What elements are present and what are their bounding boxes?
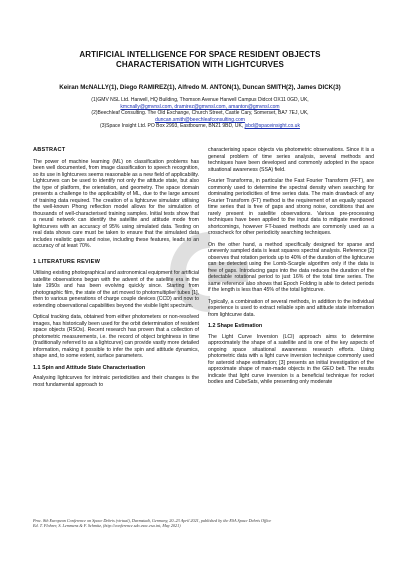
affiliation-1-text: (1)GMV NSL Ltd. Harwell, HQ Building, Thomson Avenue Harwell Campus Didcot OX11 0GD, UK, [91, 97, 309, 103]
affiliation-3 [40, 123, 360, 130]
right-paragraph-1: characterising space objects via photometric observations. Since it is a general problem of time series analysis, several methods and techniques have been developed and commonly adopted in the space situational awareness (SSA) field. [208, 147, 374, 173]
section-1-1-paragraph-1: Analysing lightcurves for intrinsic periodicities and their changes is the most fundamental approach to [33, 375, 199, 388]
section-1-paragraph-2: Optical tracking data, obtained from either photometers or non-resolved images, has historically been used for the orbit determination of resident space objects (RSOs). Recent research has proven that a collection of photometric measurements, i.e. the record of object brightness in time (traditionally referred to as a lightcurve) can provide vastly more detailed information, making it possible to infer the spin and attitude dynamics, shape and, to some extent, surface parameters. [33, 314, 199, 359]
title-line-1: ARTIFICIAL INTELLIGENCE FOR SPACE RESIDENT OBJECTS [79, 50, 321, 59]
right-paragraph-4: Typically, a combination of several methods, in addition to the individual experience is used to extract reliable spin and attitude state information from lightcurve data. [208, 298, 374, 318]
affiliation-3-text: (3)Space Insight Ltd. PO Box 2993, Eastbourne, BN21 9BD, UK, [100, 123, 244, 130]
footer-line-2: Ed. T. Flohrer, S. Lemmens & F. Schmitz, (http://conference.sdo.esoc.esa.int, May 2021) [33, 523, 181, 529]
abstract-heading: ABSTRACT [33, 147, 66, 153]
abstract-text: The power of machine learning (ML) on classification problems has been well documented, from image classification to speech recognition, so its use in lightcurves seems reasonable as a new field of applicability. Lightcurves can be used to identify not only the attitude state, but also the type of platform, the orientation, and geometry. The space domain presents a challenge to the applicability of ML, due to the large amount of training data required. The creation of a lightcurve simulator utilising the well-known Phong reflection model allows for the simulation of thousands of well-characterised training samples. Initial tests show that a neural network can identify the satellite and attitude mode from lightcurves with an accuracy of 95% using simulated data. Testing on real data shows care must be taken to ensure that the simulated data includes realistic gaps and noise, including these features, leads to an accuracy of at least 70%. [33, 158, 199, 249]
affiliation-2-text: (2)Beechleaf Consulting. The Old Exchange, Church Street, Castle Cary, Somerset, BA7 7EJ, UK, [91, 110, 309, 117]
page-footer [33, 518, 373, 529]
affiliation-1 [40, 97, 360, 110]
affiliation-3-email[interactable]: jsbd@spaceinsight.co.uk [244, 123, 300, 130]
paper-title [40, 50, 360, 70]
right-paragraph-5: The Light Curve Inversion (LCI) approach aims to determine approximately the shape of a satellite and is one of the key aspects of ongoing space situational awareness research efforts. Using photometric data with a light curve inversion technique commonly used for asteroid shape estimation; [3] presents an initial investigation of the approximate shape of man-made objects in the GEO belt. The results indicate that light curve inversion is a beneficial technique for rocket bodies and CubeSats, while presenting only moderate [208, 333, 374, 385]
section-1-2-heading: 1.2 Shape Estimation [208, 323, 263, 329]
right-column [208, 147, 374, 391]
section-1-1-heading: 1.1 Spin and Attitude State Characterisation [33, 364, 146, 371]
right-paragraph-3: On the other hand, a method specifically designed for sparse and unevenly sampled data is least squares spectral analysis. Reference [2] observes that rotation periods up to 40% of the duration of the lightcurve can be detected using the Lomb-Scargle algorithm only if the data is free of gaps. Introducing gaps into the data reduces the duration of the detectable rotational period to just 16% of the total time series. The same reference also shows that Epoch Folding is able to detect periods if the length is less than 45% of the total lightcurve. [208, 241, 374, 293]
author-list: Keiran McNALLY(1), Diego RAMIREZ(1), Alfredo M. ANTON(1), Duncan SMITH(2), James DICK(3) [59, 84, 341, 91]
affiliations [40, 97, 360, 130]
section-1-paragraph-1: Utilising existing photographical and astronomical equipment for artificial satellite observations began with the advent of the satellite era in the late 1950s and has been evolving quickly since. Starting from photographic film, the state of the art moved to photomultiplier tubes [1], then to various generations of charge couple devices (CCD) and now to extending observational capabilities beyond the visible light spectrum. [33, 270, 199, 309]
affiliation-1-emails[interactable]: kmcnally@gmvnsl.com, dramirez@gmvnsl.com, amanton@gmvnsl.com [120, 103, 280, 110]
left-column [33, 147, 199, 393]
title-line-2: CHARACTERISATION WITH LIGHTCURVES [116, 60, 284, 69]
affiliation-2 [40, 110, 360, 123]
section-1-heading: 1 LITERATURE REVIEW [33, 258, 101, 265]
footer-line-1: Proc. 8th European Conference on Space Debris (virtual), Darmstadt, Germany, 20–23 April 2021, published by the ESA Space Debris Office [33, 518, 272, 523]
affiliation-2-email[interactable]: duncan.smith@beechleafconsulting.com [155, 116, 245, 123]
right-paragraph-2: Fourier Transforms, in particular the Fast Fourier Transform (FFT), are commonly used to determine the spectral density when searching for dominating periodicities of time series data. The main drawback of any Fourier Transform (FT) method is the requirement of an equally spaced time series that is free of gaps and strong noise, conditions that are rarely present in satellite observations. Various pre-processing techniques have been applied to the input data to mitigate mentioned shortcomings, however FT-based methods are commonly used as a crosscheck for other periodicity searching techniques. [208, 178, 374, 236]
